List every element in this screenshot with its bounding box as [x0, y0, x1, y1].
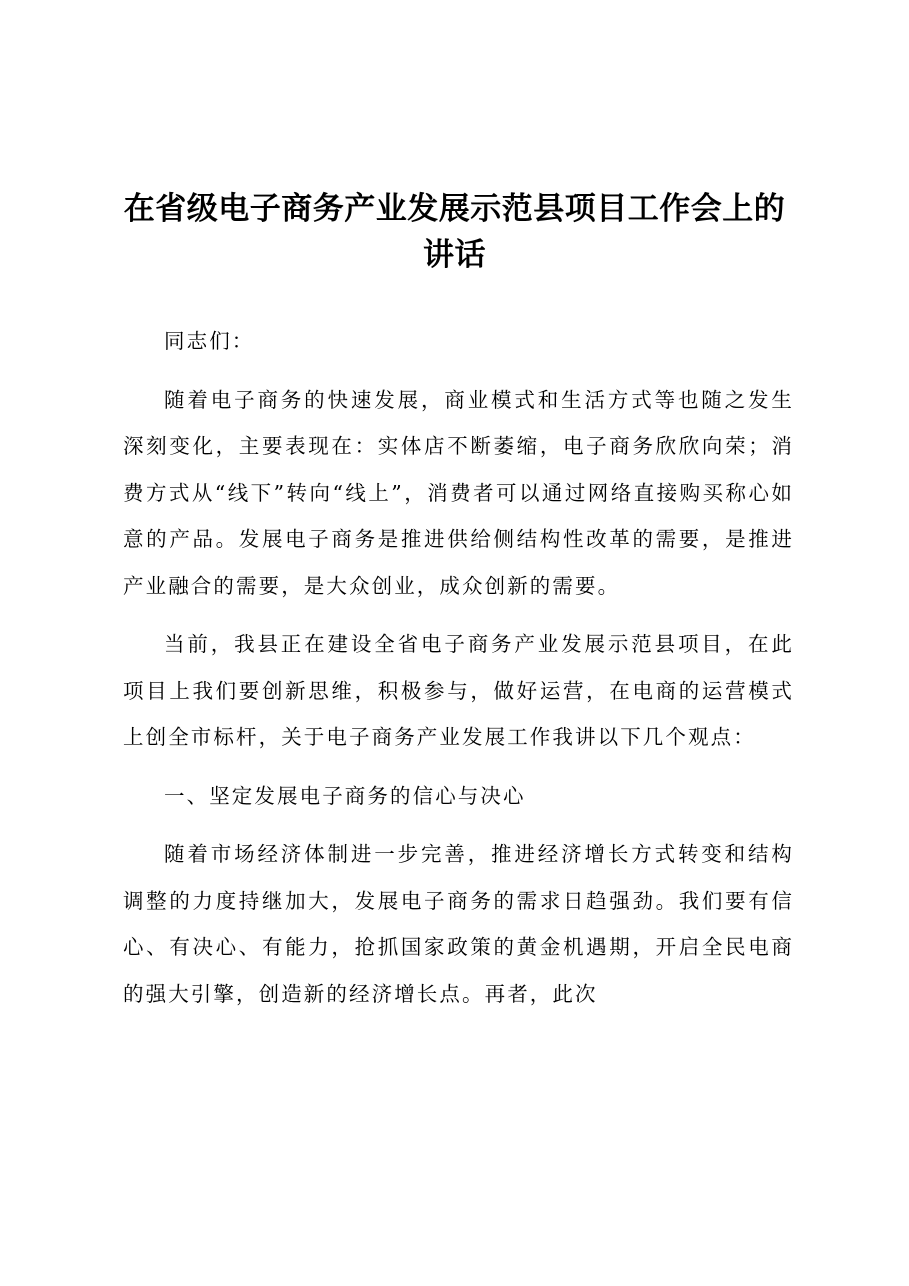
salutation: 同志们：: [164, 329, 255, 353]
document-body: [123, 318, 794, 1029]
paragraph-current-project: 当前，我县正在建设全省电子商务产业发展示范县项目，在此项目上我们要创新思维，积极参与，做好运营，在电商的运营模式上创全市标杆，关于电子商务产业发展工作我讲以下几个观点：: [123, 632, 794, 749]
paragraph-intro: 随着电子商务的快速发展，商业模式和生活方式等也随之发生深刻变化，主要表现在：实体店不断萎缩，电子商务欣欣向荣；消费方式从“线下”转向“线上”，消费者可以通过网络直接购买称心如意的产品。发展电子商务是推进供给侧结构性改革的需要，是推进产业融合的需要，是大众创业，成众创新的需要。: [123, 387, 794, 598]
section-heading: 一、坚定发展电子商务的信心与决心: [164, 783, 526, 808]
section-paragraph: 随着市场经济体制进一步完善，推进经济增长方式转变和结构调整的力度持继加大，发展电子商务的需求日趋强劲。我们要有信心、有决心、有能力，抢抓国家政策的黄金机遇期，开启全民电商的强大引擎，创造新的经济增长点。再者，此次: [123, 842, 794, 1006]
document-title: 在省级电子商务产业发展示范县项目工作会上的讲话: [123, 191, 786, 273]
